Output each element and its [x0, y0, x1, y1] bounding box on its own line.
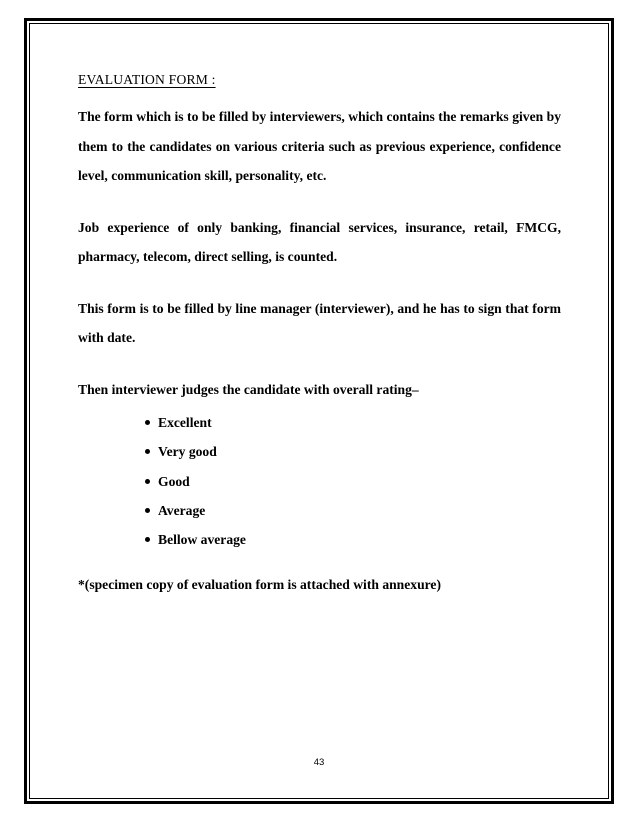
page-number: 43 — [313, 757, 325, 768]
paragraph-job-experience: Job experience of only banking, financial services, insurance, retail, FMCG, pharmacy, telecom, direct selling, is counted. — [78, 219, 561, 264]
section-heading: EVALUATION FORM : — [78, 72, 216, 87]
bullet-icon — [145, 479, 150, 484]
paragraph-line-manager: This form is to be filled by line manager (interviewer), and he has to sign that form with date. — [78, 300, 561, 345]
page-content — [78, 72, 561, 599]
rating-item-bellow-average: Bellow average — [145, 525, 561, 554]
paragraph-rating-intro: Then interviewer judges the candidate with overall rating– — [78, 381, 419, 397]
rating-list — [78, 408, 561, 554]
rating-item-very-good: Very good — [145, 437, 561, 466]
rating-item-average: Average — [145, 496, 561, 525]
bullet-icon — [145, 420, 150, 425]
bullet-icon — [145, 537, 150, 542]
rating-item-excellent: Excellent — [145, 408, 561, 437]
paragraph-form-description: The form which is to be filled by interviewers, which contains the remarks given by them to the candidates on various criteria such as previous experience, confidence level, communication skill, personality, etc. — [78, 109, 561, 183]
rating-item-good: Good — [145, 467, 561, 496]
annexure-note: *(specimen copy of evaluation form is attached with annexure) — [78, 577, 441, 593]
bullet-icon — [145, 508, 150, 513]
bullet-icon — [145, 449, 150, 454]
